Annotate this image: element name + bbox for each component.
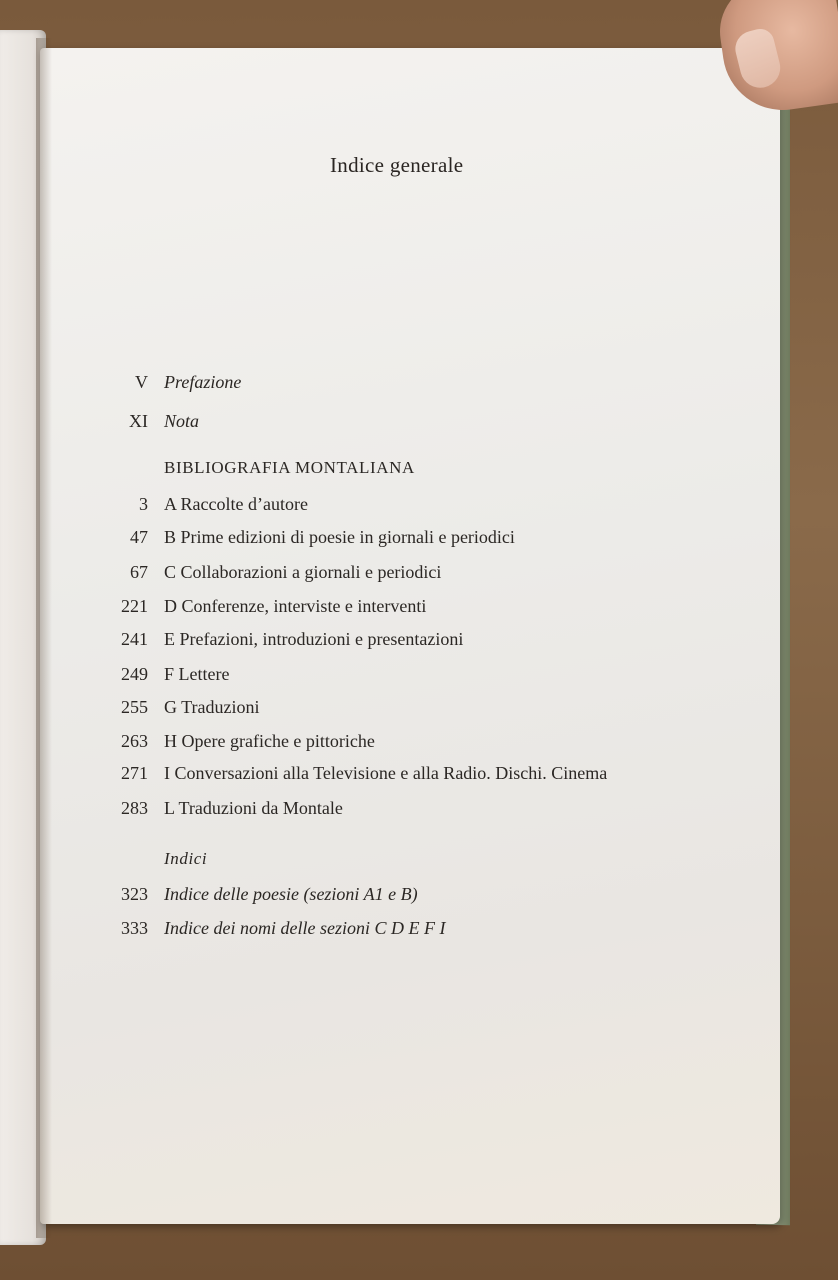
toc-row-prefazione	[100, 372, 740, 402]
entry-label: A Raccolte d’autore	[164, 494, 308, 514]
entry-label: Indice dei nomi delle sezioni C D E F I	[164, 918, 446, 938]
entry-label: H Opere grafiche e pittoriche	[164, 731, 375, 751]
page-number: 249	[121, 664, 148, 684]
page-number: 67	[130, 562, 148, 582]
entry-label: Nota	[164, 411, 200, 431]
entry-label: L Traduzioni da Montale	[164, 798, 343, 818]
page-number: 255	[121, 697, 148, 717]
toc-row	[100, 763, 740, 793]
page-number: 241	[121, 629, 148, 649]
spine-shadow	[36, 38, 52, 1238]
toc-row	[100, 697, 740, 727]
page-number: V	[135, 372, 148, 392]
toc-row	[100, 596, 740, 626]
toc-row	[100, 798, 740, 828]
page-number: 3	[139, 494, 148, 514]
page-title: Indice generale	[330, 153, 464, 177]
page-number: 333	[121, 918, 148, 938]
toc-row	[100, 664, 740, 694]
toc-row-nota	[100, 411, 740, 441]
entry-label: F Lettere	[164, 664, 230, 684]
toc-row	[100, 731, 740, 761]
entry-label: B Prime edizioni di poesie in giornali e periodici	[164, 527, 515, 547]
entry-label: I Conversazioni alla Televisione e alla Radio. Dischi. Cinema	[164, 763, 608, 783]
page-number: 283	[121, 798, 148, 818]
indici-heading: Indici	[164, 849, 208, 868]
section-heading: BIBLIOGRAFIA MONTALIANA	[164, 458, 415, 477]
page-number: 221	[121, 596, 148, 616]
page-number: 271	[121, 763, 148, 783]
entry-label: Indice delle poesie (sezioni A1 e B)	[164, 884, 418, 904]
entry-label: D Conferenze, interviste e interventi	[164, 596, 427, 616]
entry-label: G Traduzioni	[164, 697, 260, 717]
toc-row	[100, 629, 740, 659]
entry-label: E Prefazioni, introduzioni e presentazioni	[164, 629, 464, 649]
page-number: XI	[129, 411, 148, 431]
toc-row	[100, 562, 740, 592]
page-number: 47	[130, 527, 148, 547]
toc-row	[100, 884, 740, 914]
toc-row	[100, 918, 740, 948]
page-number: 263	[121, 731, 148, 751]
page-number: 323	[121, 884, 148, 904]
toc-row	[100, 494, 740, 524]
toc-row	[100, 527, 740, 557]
entry-label: Prefazione	[164, 372, 242, 392]
entry-label: C Collaborazioni a giornali e periodici	[164, 562, 442, 582]
